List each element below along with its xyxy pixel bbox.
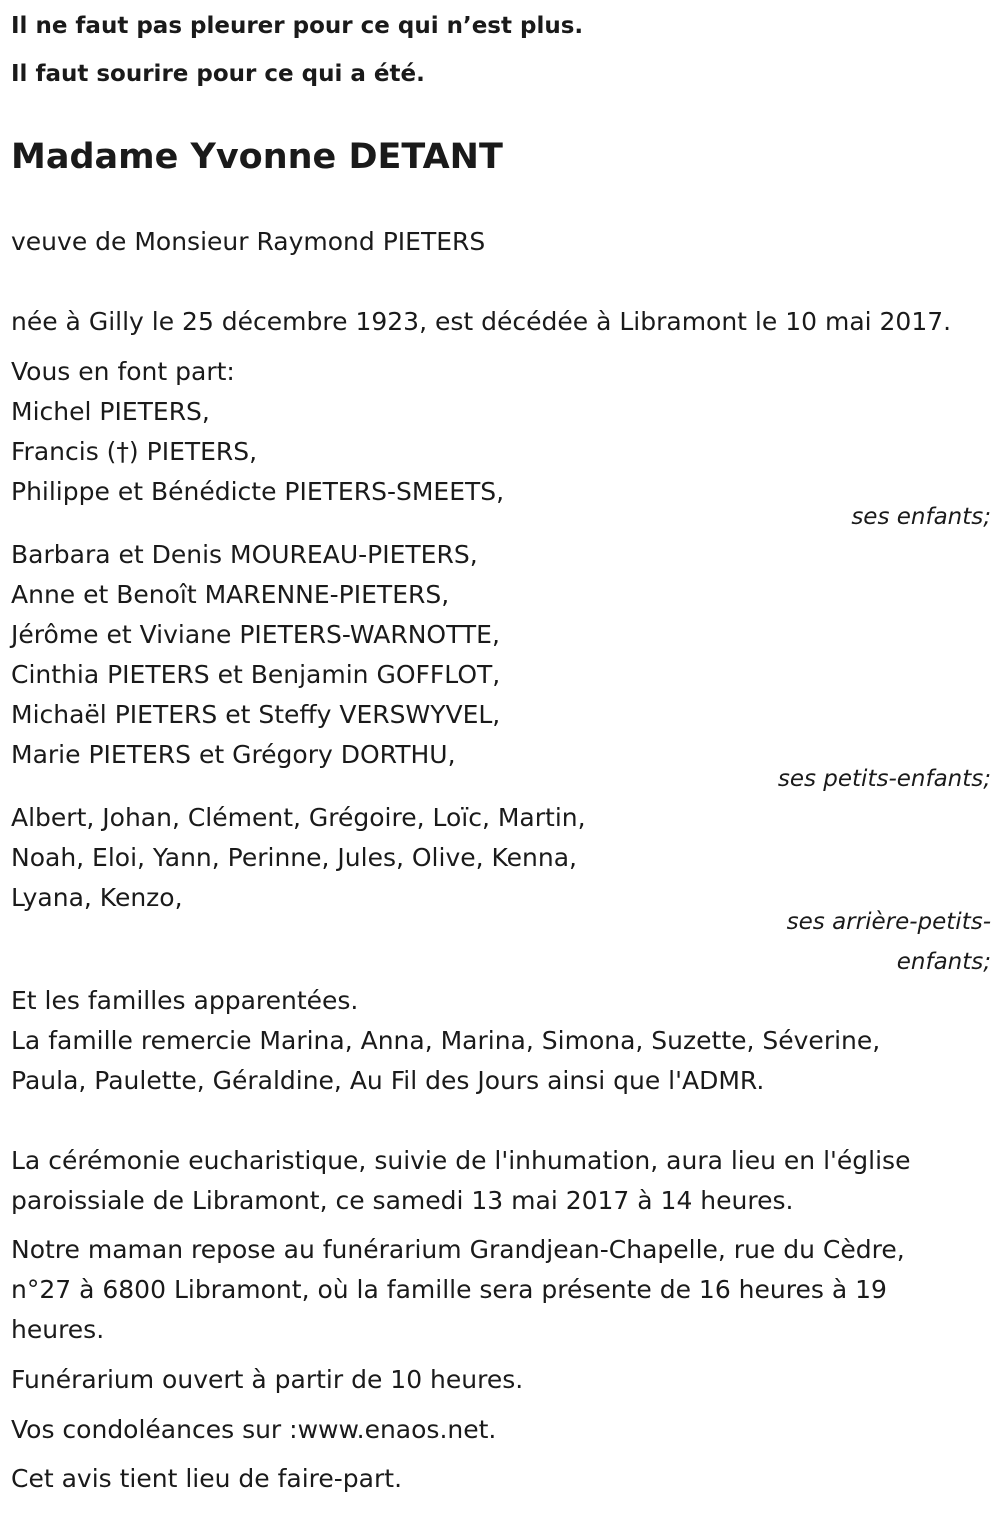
great-grandchild-line: Lyana, Kenzo,: [11, 883, 183, 912]
grandchild-line: Anne et Benoît MARENNE-PIETERS,: [11, 580, 450, 609]
child-line: Francis (†) PIETERS,: [11, 437, 258, 466]
quote-line-2: Il faut sourire pour ce qui a été.: [11, 61, 425, 87]
condolences-line: Vos condoléances sur :www.enaos.net.: [11, 1415, 497, 1444]
grandchild-line: Cinthia PIETERS et Benjamin GOFFLOT,: [11, 660, 501, 689]
child-line: Philippe et Bénédicte PIETERS-SMEETS,: [11, 477, 505, 506]
notice-line: Cet avis tient lieu de faire-part.: [11, 1464, 403, 1493]
grandchild-line: Marie PIETERS et Grégory DORTHU,: [11, 740, 456, 769]
thanks-line-1: La famille remercie Marina, Anna, Marina, Simona, Suzette, Séverine,: [11, 1026, 881, 1055]
opening-hours-line: Funérarium ouvert à partir de 10 heures.: [11, 1365, 524, 1394]
grandchild-line: Barbara et Denis MOUREAU-PIETERS,: [11, 540, 478, 569]
spouse-line: veuve de Monsieur Raymond PIETERS: [11, 227, 486, 256]
families-line: Et les familles apparentées.: [11, 986, 359, 1015]
ceremony-line-1: La cérémonie eucharistique, suivie de l'inhumation, aura lieu en l'église: [11, 1146, 911, 1175]
funeral-home-line-1: Notre maman repose au funérarium Grandjean-Chapelle, rue du Cèdre,: [11, 1235, 905, 1264]
grandchild-line: Jérôme et Viviane PIETERS-WARNOTTE,: [11, 620, 500, 649]
thanks-line-2: Paula, Paulette, Géraldine, Au Fil des Jours ainsi que l'ADMR.: [11, 1066, 765, 1095]
funeral-home-line-2: n°27 à 6800 Libramont, où la famille sera présente de 16 heures à 19: [11, 1275, 887, 1304]
children-role: ses enfants;: [851, 504, 991, 530]
grandchild-line: Michaël PIETERS et Steffy VERSWYVEL,: [11, 700, 501, 729]
great-grandchild-line: Albert, Johan, Clément, Grégoire, Loïc, Martin,: [11, 803, 586, 832]
ceremony-line-2: paroissiale de Libramont, ce samedi 13 mai 2017 à 14 heures.: [11, 1186, 794, 1215]
great-grandchildren-role-line-2: enfants;: [896, 949, 991, 975]
announcement-intro: Vous en font part:: [11, 357, 235, 386]
deceased-name: Madame Yvonne DETANT: [11, 137, 503, 177]
birth-death-line: née à Gilly le 25 décembre 1923, est décédée à Libramont le 10 mai 2017.: [11, 307, 952, 336]
child-line: Michel PIETERS,: [11, 397, 210, 426]
great-grandchild-line: Noah, Eloi, Yann, Perinne, Jules, Olive, Kenna,: [11, 843, 578, 872]
quote-line-1: Il ne faut pas pleurer pour ce qui n’est plus.: [11, 13, 584, 39]
great-grandchildren-role-line-1: ses arrière-petits-: [786, 909, 991, 935]
grandchildren-role: ses petits-enfants;: [777, 766, 991, 792]
funeral-home-line-3: heures.: [11, 1315, 105, 1344]
